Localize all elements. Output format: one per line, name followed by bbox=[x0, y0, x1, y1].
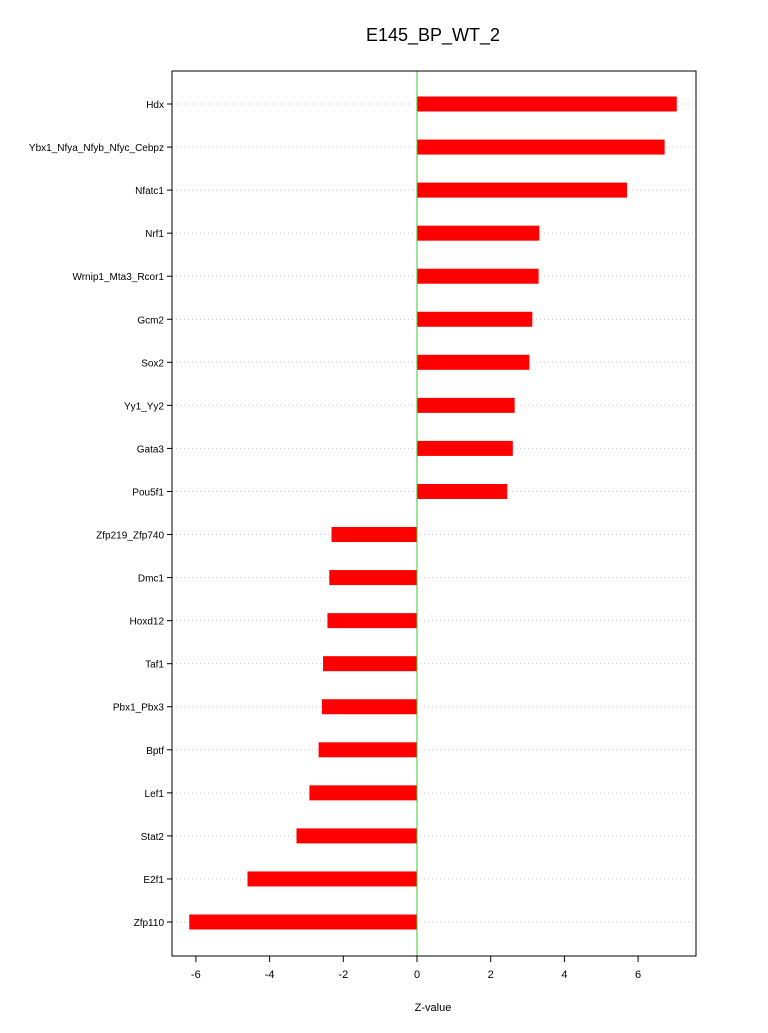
bar bbox=[417, 183, 627, 198]
category-label: Stat2 bbox=[140, 831, 164, 843]
bars bbox=[189, 97, 677, 930]
x-tick-label: 6 bbox=[635, 969, 642, 981]
bar bbox=[417, 355, 529, 370]
plot-frame bbox=[172, 71, 696, 956]
category-label: Yy1_Yy2 bbox=[123, 401, 164, 413]
x-axis-label: Z-value bbox=[414, 1002, 452, 1014]
category-label: Bptf bbox=[146, 745, 164, 757]
category-label: Pbx1_Pbx3 bbox=[112, 702, 164, 714]
bar bbox=[417, 484, 507, 499]
category-label: Zfp110 bbox=[133, 918, 164, 929]
category-label: Lef1 bbox=[144, 788, 164, 800]
category-label: Dmc1 bbox=[137, 573, 164, 585]
category-label: Pou5f1 bbox=[132, 487, 164, 499]
bar bbox=[417, 312, 532, 327]
bar bbox=[417, 398, 515, 413]
category-labels bbox=[29, 100, 172, 929]
bar bbox=[417, 226, 539, 241]
x-tick-label: -4 bbox=[264, 969, 275, 981]
bar bbox=[297, 828, 417, 843]
category-label: Ybx1_Nfya_Nfyb_Nfyc_Cebpz bbox=[28, 143, 164, 155]
bar bbox=[319, 742, 417, 757]
bar bbox=[417, 441, 513, 456]
chart-title: E145_BP_WT_2 bbox=[365, 25, 501, 45]
x-tick-label: -2 bbox=[338, 969, 349, 981]
category-label: Gata3 bbox=[136, 444, 164, 456]
category-label: E2f1 bbox=[143, 874, 164, 886]
bar bbox=[417, 269, 539, 284]
x-tick-label: -6 bbox=[191, 969, 201, 981]
bar bbox=[309, 785, 417, 800]
bar bbox=[323, 656, 417, 671]
category-label: Nrf1 bbox=[145, 229, 164, 241]
category-label: Zfp219_Zfp740 bbox=[96, 530, 164, 542]
bar bbox=[322, 699, 417, 714]
bar bbox=[247, 871, 417, 886]
bar bbox=[189, 915, 417, 930]
category-label: Gcm2 bbox=[137, 315, 164, 327]
bar bbox=[332, 527, 417, 542]
bar bbox=[417, 97, 677, 112]
bar bbox=[417, 140, 665, 155]
x-axis bbox=[191, 956, 641, 981]
category-label: Wrnip1_Mta3_Rcor1 bbox=[72, 272, 164, 284]
category-label: Sox2 bbox=[141, 358, 164, 370]
x-tick-label: 2 bbox=[487, 969, 494, 981]
category-label: Hdx bbox=[146, 100, 164, 111]
x-tick-label: 4 bbox=[561, 969, 568, 981]
bar bbox=[327, 613, 417, 628]
category-label: Nfatc1 bbox=[135, 186, 164, 198]
x-tick-label: 0 bbox=[413, 969, 421, 981]
category-label: Hoxd12 bbox=[129, 616, 164, 628]
category-label: Taf1 bbox=[145, 659, 164, 671]
bar bbox=[329, 570, 417, 585]
